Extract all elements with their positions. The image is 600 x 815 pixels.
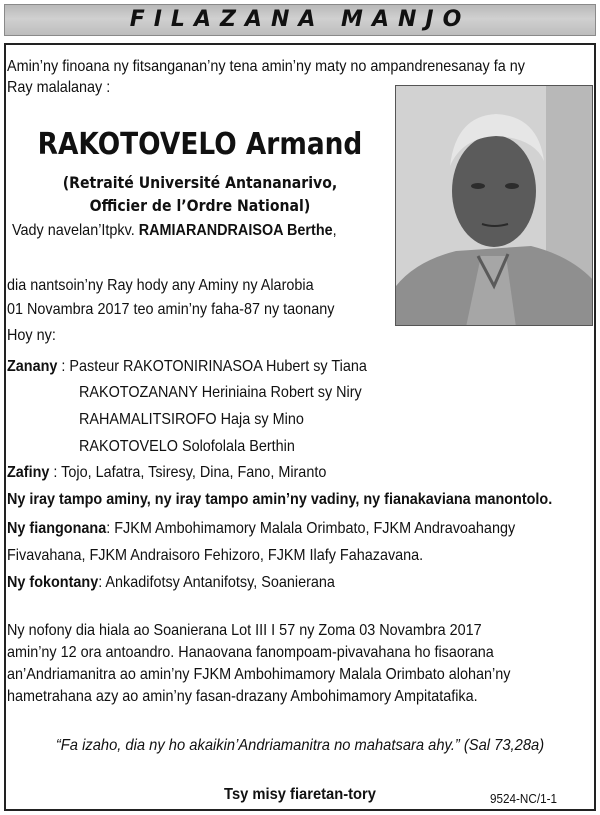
- fokontany-text: : Ankadifotsy Antanifotsy, Soanierana: [98, 574, 335, 591]
- funeral-line-1: Ny nofony dia hiala ao Soanierana Lot III I 57 ny Zoma 03 Novambra 2017: [7, 622, 482, 639]
- portrait-photo: [395, 85, 593, 326]
- death-line-2: 01 Novambra 2017 teo amin’ny faha-87 ny taonany: [7, 301, 335, 318]
- survivors-intro: Hoy ny:: [7, 327, 56, 344]
- child-4: RAKOTOVELO Solofolala Berthin: [79, 438, 295, 455]
- children-line-1: [7, 357, 367, 377]
- closing-line: Tsy misy fiaretan-tory: [224, 786, 376, 803]
- funeral-line-3: an’Andriamanitra ao amin’ny FJKM Ambohimamory Malala Orimbato alohan’ny: [7, 666, 511, 683]
- church-text-1: : FJKM Ambohimamory Malala Orimbato, FJKM Andravoahangy: [106, 520, 516, 537]
- deceased-title-2: Officier de l’Ordre National): [89, 196, 311, 215]
- funeral-line-2: amin’ny 12 ora antoandro. Hanaovana fanompoam-pivavahana ho fisaorana: [7, 644, 494, 661]
- spouse-name: RAMIARANDRAISOA Berthe: [138, 222, 333, 239]
- family-line: Ny iray tampo aminy, ny iray tampo amin’ny vadiny, ny fianakaviana manontolo.: [7, 491, 553, 508]
- portrait-icon: [396, 86, 593, 326]
- deceased-name: RAKOTOVELO Armand: [37, 127, 363, 162]
- reference-code: 9524-NC/1-1: [490, 791, 557, 806]
- death-line-1: dia nantsoin’ny Ray hody any Aminy ny Alarobia: [7, 277, 314, 294]
- child-2: RAKOTOZANANY Heriniaina Robert sy Niry: [79, 384, 362, 401]
- church-line-2: Fivavahana, FJKM Andraisoro Fehizoro, FJKM Ilafy Fahazavana.: [7, 547, 424, 564]
- spouse-prefix: Vady navelan’Itpkv.: [12, 222, 139, 239]
- spouse-suffix: ,: [332, 222, 337, 239]
- spouse-line: [12, 221, 337, 241]
- grandchildren-line: [7, 463, 326, 483]
- children-label: Zanany: [7, 358, 58, 375]
- notice-title: FILAZANA MANJO: [129, 7, 471, 32]
- fokontany-label: Ny fokontany: [7, 574, 99, 591]
- grandchildren-label: Zafiny: [7, 464, 50, 481]
- intro-line-2: Ray malalanay :: [7, 79, 111, 96]
- church-line-1: [7, 519, 515, 539]
- grandchildren-names: : Tojo, Lafatra, Tsiresy, Dina, Fano, Miranto: [49, 464, 327, 481]
- intro-line-1: Amin’ny finoana ny fitsanganan’ny tena amin’ny maty no ampandrenesanay fa ny: [7, 58, 525, 75]
- child-1: : Pasteur RAKOTONIRINASOA Hubert sy Tiana: [57, 358, 367, 375]
- child-3: RAHAMALITSIROFO Haja sy Mino: [79, 411, 304, 428]
- fokontany-line: [7, 573, 335, 593]
- notice-banner: [4, 4, 596, 36]
- bible-verse: “Fa izaho, dia ny ho akaikin’Andriamanitra no mahatsara ahy.” (Sal 73,28a): [55, 737, 545, 754]
- church-label: Ny fiangonana: [7, 520, 107, 537]
- funeral-line-4: hametrahana azy ao amin’ny fasan-drazany Ambohimamory Ampitatafika.: [7, 688, 478, 705]
- deceased-title-1: (Retraité Université Antananarivo,: [62, 173, 338, 192]
